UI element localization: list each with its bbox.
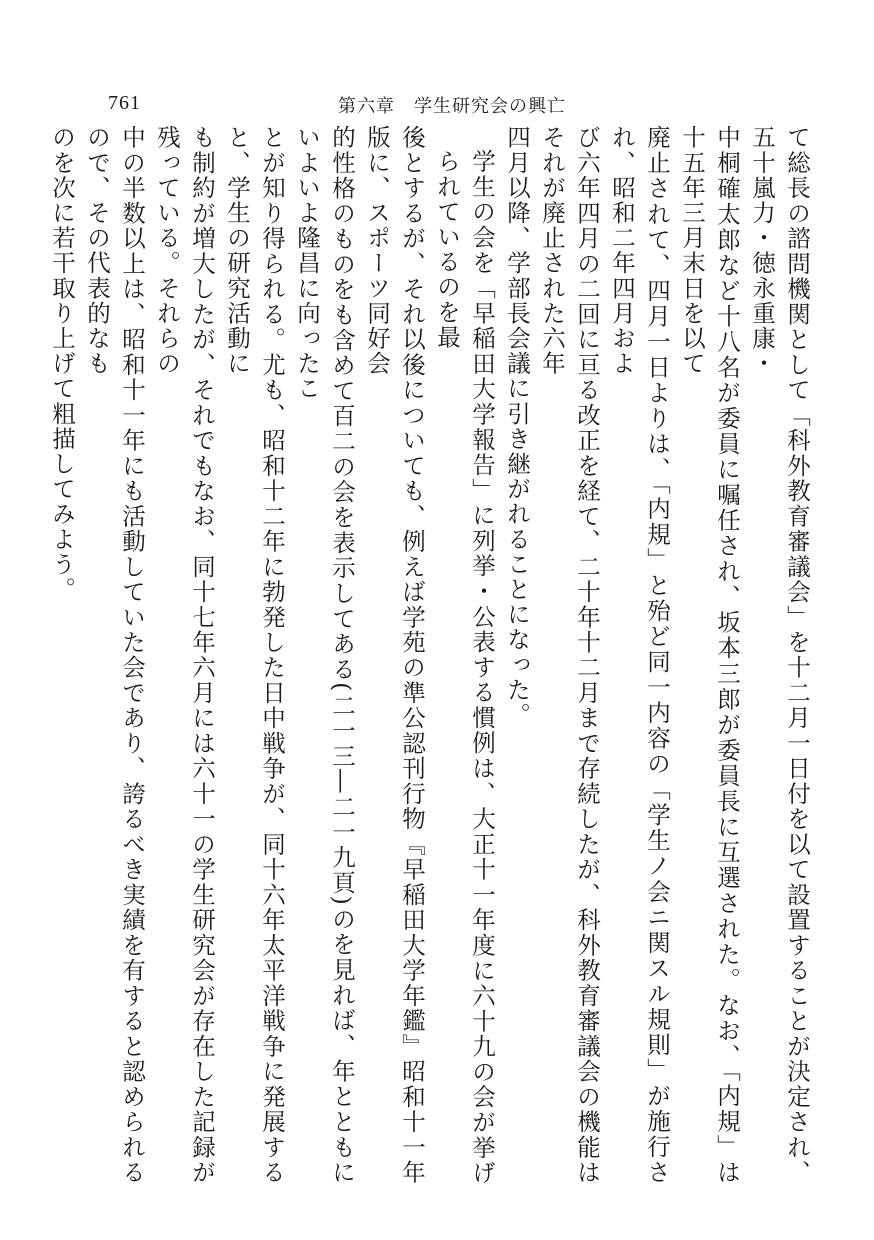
body-text: [0, 125, 814, 1185]
text-line: 後とするが、それ以後についても、例えば学苑の準公認刊行物『早稲田大学年鑑』昭和十一年版に、スポーツ同好会: [363, 125, 426, 1185]
text-line: 中の半数以上は、昭和十一年にも活動していた会であり、誇るべき実績を有すると認められるので、その代表的なも: [83, 125, 146, 1185]
text-line: 廃止されて、四月一日よりは、「内規」と殆ど同一内容の「学生ノ会ニ関スル規則」が施行され、昭和二年四月およ: [608, 125, 671, 1185]
running-header: 第六章 学生研究会の興亡: [338, 96, 566, 117]
text-line: とが知り得られる。尤も、昭和十二年に勃発した日中戦争が、同十六年太平洋戦争に発展すると、学生の研究活動に: [223, 125, 286, 1185]
text-line: 的性格のものをも含めて百二の会を表示してある(二一三―二一九頁)のを見れば、年とともにいよいよ隆昌に向ったこ: [293, 125, 356, 1185]
page-number: 761: [108, 92, 141, 114]
text-line: 中桐確太郎など十八名が委員に嘱任され、坂本三郎が委員長に互選された。なお、「内規」は十五年三月末日を以て: [678, 125, 741, 1185]
text-line: も制約が増大したが、それでもなお、同十七年六月には六十一の学生研究会が存在した記録が残っている。それらの: [153, 125, 216, 1185]
paragraph-1: [499, 125, 814, 1185]
text-line: のを次に若干取り上げて粗描してみよう。: [48, 125, 76, 602]
text-line: び六年四月の二回に亘る改正を経て、二十年十二月まで存続したが、科外教育審議会の機能はそれが廃止された六年: [538, 125, 601, 1185]
text-line: 四月以降、学部長会議に引き継がれることになった。: [503, 125, 531, 728]
text-line: 学生の会を「早稲田大学報告」に列挙・公表する慣例は、大正十一年度に六十九の会が挙げられているのを最: [433, 148, 496, 1185]
paragraph-2: [44, 125, 499, 1185]
text-line: て総長の諮問機関として「科外教育審議会」を十二月一日付を以て設置することが決定され、五十嵐力・徳永重康・: [748, 125, 811, 1185]
